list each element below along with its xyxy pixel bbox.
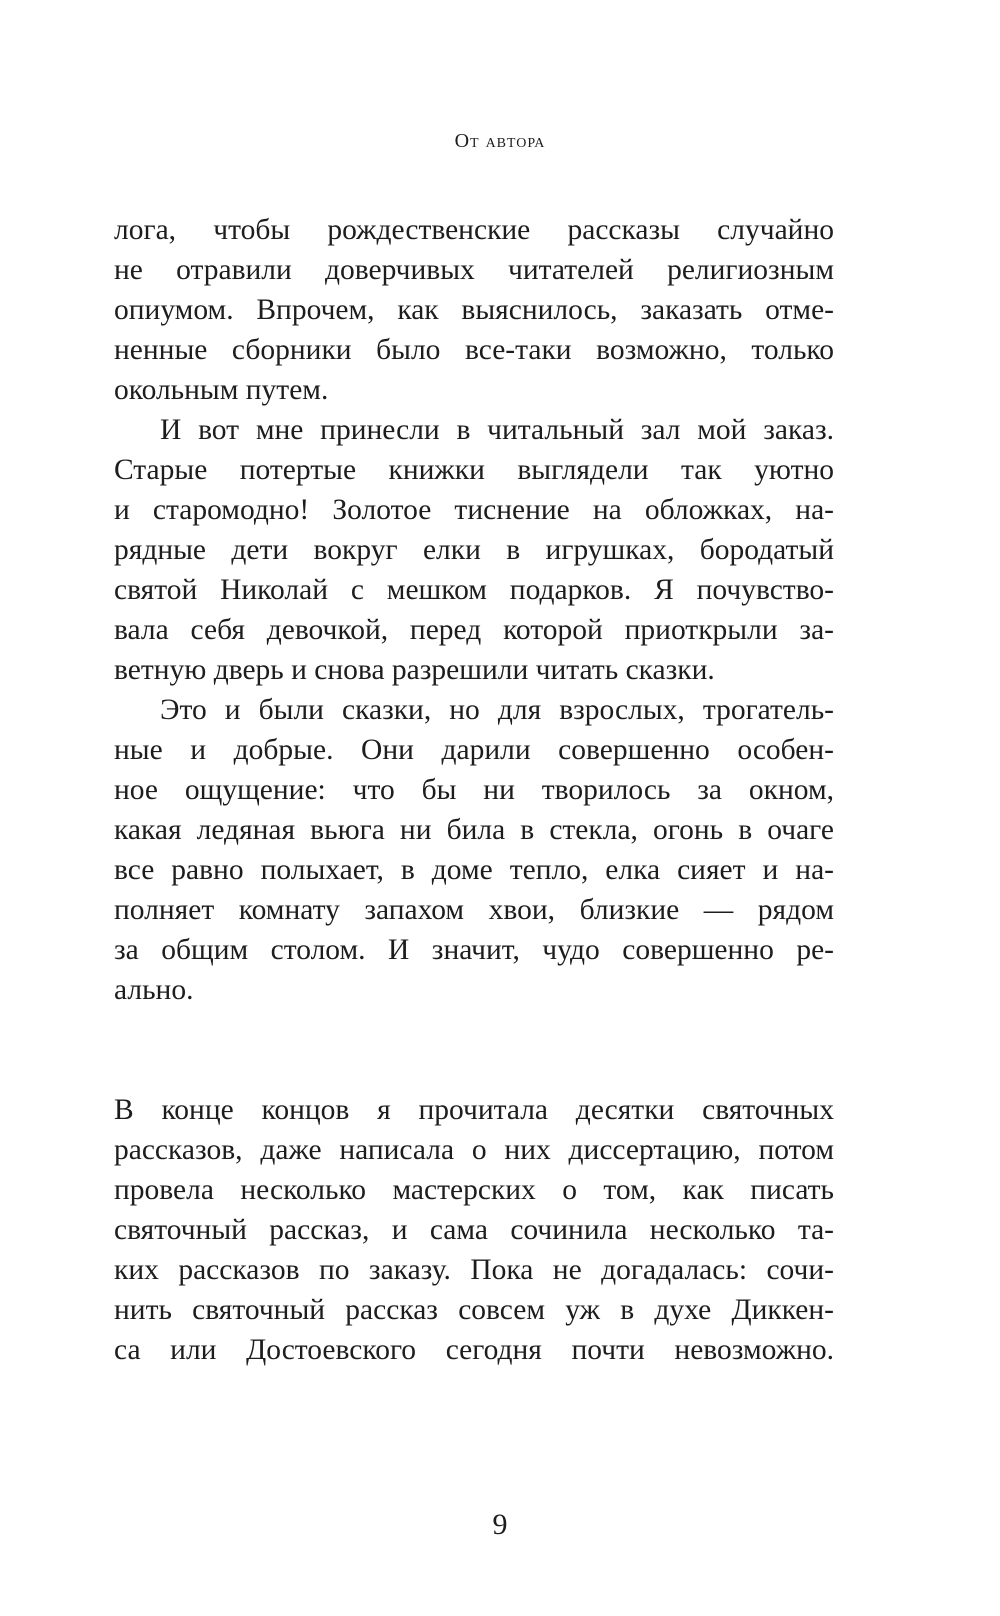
text-line: и старомодно! Золотое тиснение на обложках, на- bbox=[114, 494, 834, 526]
text-line: ные и добрые. Они дарили совершенно особен- bbox=[114, 734, 834, 766]
text-line: вала себя девочкой, перед которой приоткрыли за- bbox=[114, 614, 834, 646]
text-line: В конце концов я прочитала десятки святочных bbox=[114, 1094, 834, 1126]
text-line: провела несколько мастерских о том, как писать bbox=[114, 1174, 834, 1206]
text-line: Старые потертые книжки выглядели так уютно bbox=[114, 454, 834, 486]
text-line: лога, чтобы рождественские рассказы случайно bbox=[114, 214, 834, 246]
text-line: Это и были сказки, но для взрослых, трогатель- bbox=[160, 694, 834, 726]
text-line: ное ощущение: что бы ни творилось за окном, bbox=[114, 774, 834, 806]
page-number: 9 bbox=[492, 1508, 508, 1541]
text-line: опиумом. Впрочем, как выяснилось, заказать отме- bbox=[114, 294, 834, 326]
text-line: окольным путем. bbox=[114, 374, 329, 406]
text-line: за общим столом. И значит, чудо совершенно ре- bbox=[114, 934, 834, 966]
text-line: ких рассказов по заказу. Пока не догадалась: сочи- bbox=[114, 1254, 834, 1286]
text-line: какая ледяная вьюга ни била в стекла, огонь в очаге bbox=[114, 814, 834, 846]
running-head: От автора bbox=[454, 130, 546, 152]
text-line: ветную дверь и снова разрешили читать сказки. bbox=[114, 654, 715, 686]
text-line: И вот мне принесли в читальный зал мой заказ. bbox=[160, 414, 834, 446]
text-line: нить святочный рассказ совсем уж в духе Диккен- bbox=[114, 1294, 834, 1326]
text-line: все равно полыхает, в доме тепло, елка сияет и на- bbox=[114, 854, 834, 886]
text-line: ально. bbox=[114, 974, 194, 1006]
text-block-section bbox=[114, 1090, 834, 1370]
text-line: рядные дети вокруг елки в игрушках, бородатый bbox=[114, 534, 834, 566]
text-line: святой Николай с мешком подарков. Я почувство- bbox=[114, 574, 834, 606]
text-line: рассказов, даже написала о них диссертацию, потом bbox=[114, 1134, 834, 1166]
text-line: не отравили доверчивых читателей религиозным bbox=[114, 254, 834, 286]
text-block-main bbox=[114, 210, 834, 1010]
text-line: ненные сборники было все-таки возможно, только bbox=[114, 334, 834, 366]
text-line: полняет комнату запахом хвои, близкие — рядом bbox=[114, 894, 834, 926]
text-line: святочный рассказ, и сама сочинила несколько та- bbox=[114, 1214, 834, 1246]
text-line: са или Достоевского сегодня почти невозможно. bbox=[114, 1334, 834, 1366]
